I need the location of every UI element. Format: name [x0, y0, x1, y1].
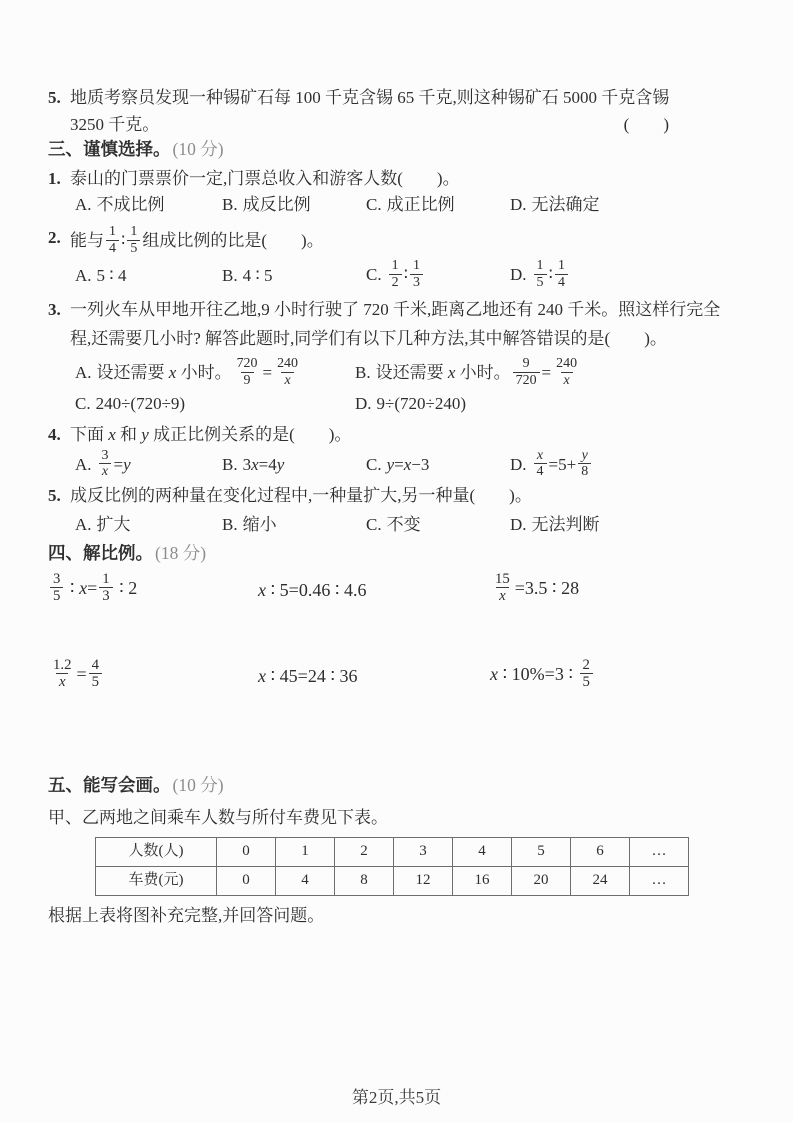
equation-2: x ∶ 5=0.46 ∶ 4.6 — [258, 579, 367, 600]
solve-row-2 — [48, 656, 737, 693]
section-title: 五、能写会画。 — [48, 774, 171, 795]
option-b: B. 缩小 — [222, 514, 277, 534]
judge-question-5 — [48, 86, 737, 137]
choice-question-2 — [48, 223, 737, 258]
q1-options — [75, 193, 737, 218]
table-row-fare — [96, 866, 689, 895]
option-c: C. $\frac{1}{2}$ ∶ $\frac{1}{3}$ — [366, 260, 510, 292]
choice-question-1 — [48, 167, 737, 192]
question-number: 5. — [48, 485, 61, 505]
section-heading-solve — [48, 541, 737, 566]
question-stem: 下面 x 和 y 成正比例关系的是( )。 — [70, 425, 352, 445]
table-cell: 6 — [571, 837, 630, 866]
option-c: C. 不变 — [366, 514, 421, 534]
question-number: 2. — [48, 227, 61, 247]
table-cell: 16 — [453, 866, 512, 895]
question-stem: 一列火车从甲地开往乙地,9 小时行驶了 720 千米,距离乙地还有 240 千米。照这样行完全程,还需要几小时? 解答此题时,同学们有以下几种方法,其中解答错误的是( )。 — [70, 300, 721, 349]
table-cell: 4 — [453, 837, 512, 866]
option-d: D. 9÷(720÷240) — [355, 394, 467, 414]
table-cell: 5 — [512, 837, 571, 866]
section-score: (18 分) — [155, 543, 207, 564]
option-d: D. $\frac{1}{5}$ ∶ $\frac{1}{4}$ — [510, 260, 737, 292]
table-cell: 12 — [394, 866, 453, 895]
table-cell: 24 — [571, 866, 630, 895]
option-a: A. $\frac{3}{x}$ =y — [75, 447, 131, 480]
option-b: B. 3x=4y — [222, 455, 285, 475]
row-header-people: 人数(人) — [96, 837, 217, 866]
table-cell: 2 — [335, 837, 394, 866]
table-cell: 8 — [335, 866, 394, 895]
table-row-people — [96, 837, 689, 866]
option-b: B. 4 ∶ 5 — [222, 265, 273, 285]
choice-question-4 — [48, 423, 737, 448]
equation-1: $\frac{3}{5}$ ∶ x= $\frac{1}{3}$ ∶ 2 — [48, 573, 258, 607]
judge-question-line2 — [70, 113, 737, 138]
table-cell: 20 — [512, 866, 571, 895]
question-stem: 成反比例的两种量在变化过程中,一种量扩大,另一种量( )。 — [70, 485, 532, 505]
question-number: 4. — [48, 425, 61, 445]
judge-question-text: 地质考察员发现一种锡矿石每 100 千克含锡 65 千克,则这种锡矿石 5000 千克含锡 — [70, 88, 670, 107]
equation-3: $\frac{15}{x}$ =3.5 ∶ 28 — [495, 570, 580, 605]
option-a: A. 设还需要 x 小时。 $\frac{720}{9}$ = $\frac{240}{x}$ — [75, 356, 298, 388]
table-intro-text: 甲、乙两地之间乘车人数与所付车费见下表。 — [48, 808, 388, 828]
table-cell: … — [630, 837, 689, 866]
q4-options — [75, 447, 737, 482]
option-d: D. $\frac{x}{4}$ =5+ $\frac{y}{8}$ — [510, 450, 737, 482]
option-c: C. 成正比例 — [366, 195, 455, 215]
equation-5: x ∶ 45=24 ∶ 36 — [258, 665, 358, 686]
option-d: D. 无法判断 — [510, 514, 600, 534]
option-a: A. 扩大 — [75, 514, 131, 534]
equation-6: x ∶ 10%=3 ∶ $\frac{2}{5}$ — [490, 659, 737, 693]
option-c: C. 240÷(720÷9) — [75, 394, 186, 414]
judge-question-text-cont: 3250 千克。 — [70, 114, 160, 134]
page-footer: 第2页,共5页 — [351, 1088, 442, 1107]
answer-bracket: ( ) — [623, 114, 669, 134]
section-title: 四、解比例。 — [48, 543, 153, 564]
option-d: D. 无法确定 — [510, 195, 600, 215]
question-stem: 泰山的门票票价一定,门票总收入和游客人数( )。 — [70, 168, 460, 188]
question-number: 5. — [48, 88, 61, 107]
option-c: C. y=x−3 — [366, 455, 430, 475]
question-stem: 能与 $\frac{1}{4}$ ∶ $\frac{1}{5}$ 组成比例的比是( )。 — [70, 223, 324, 256]
option-b: B. 成反比例 — [222, 195, 311, 215]
option-a: A. 不成比例 — [75, 195, 165, 215]
section-score: (10 分) — [172, 139, 224, 160]
table-cell: 4 — [276, 866, 335, 895]
row-header-fare: 车费(元) — [96, 866, 217, 895]
equation-4: $\frac{1.2}{x}$ = $\frac{4}{5}$ — [48, 659, 258, 693]
q5-options — [75, 513, 737, 538]
table-followup-text: 根据上表将图补充完整,并回答问题。 — [48, 905, 325, 925]
table-cell: 3 — [394, 837, 453, 866]
table-cell: 0 — [217, 866, 276, 895]
choice-question-5 — [48, 484, 737, 509]
table-cell: … — [630, 866, 689, 895]
fare-table — [95, 837, 689, 896]
question-number: 3. — [48, 300, 61, 320]
q3-options-cd — [75, 392, 737, 417]
section-score: (10 分) — [172, 774, 224, 795]
option-a: A. 5 ∶ 4 — [75, 265, 127, 285]
solve-row-1 — [48, 570, 737, 607]
table-cell: 0 — [217, 837, 276, 866]
question-number: 1. — [48, 168, 61, 188]
section-title: 三、谨慎选择。 — [48, 139, 171, 160]
option-b: B. 设还需要 x 小时。 $\frac{9}{720}$ = $\frac{240}{x}$ — [355, 356, 578, 388]
q3-options-ab — [75, 358, 737, 390]
choice-question-3 — [48, 296, 737, 354]
section-heading-draw — [48, 773, 737, 798]
table-cell: 1 — [276, 837, 335, 866]
section-heading-choice — [48, 137, 737, 162]
q2-options — [75, 260, 737, 292]
